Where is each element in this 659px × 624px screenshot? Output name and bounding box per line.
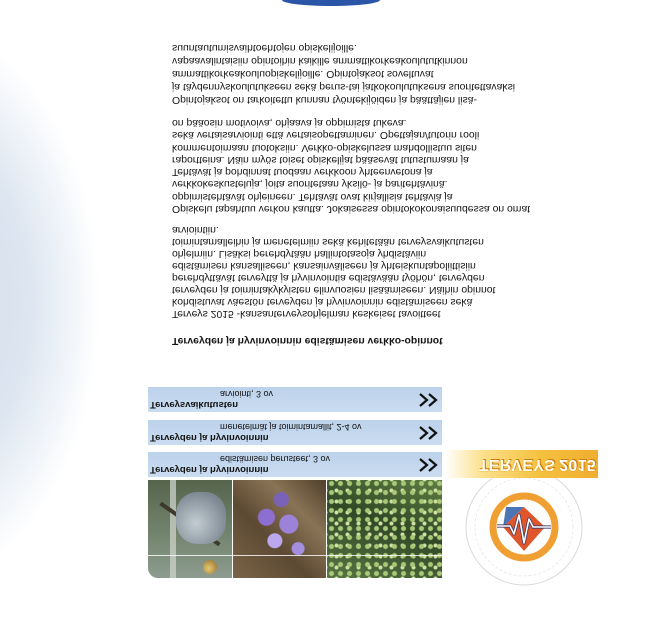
paragraph-line: suuntautumisvaihtoehtojen opiskelijoille. — [172, 42, 357, 53]
banner-year: 2015 — [559, 456, 596, 473]
course-link-perusteet[interactable] — [148, 452, 442, 477]
course-subtitle: menetelmät ja toimintamallit, 2-4 ov — [220, 422, 362, 432]
target-group-paragraph — [172, 41, 515, 106]
gardening-photo — [148, 480, 232, 578]
terveys-2015-banner — [445, 450, 598, 478]
paragraph-line: toimintamalleihin ja menetelmiin sekä kehitetään terveysvaikutusten — [172, 236, 484, 247]
paragraph-line: Opiskelu tapahtuu verkon kautta. Jokaisessa opintokokonaisuudessa on omat — [172, 203, 531, 214]
paragraph-line: verkkokeskusteluja, joita suoritetaan yksilö- ja paritehtävinä. — [172, 178, 448, 190]
blue-arc-decoration — [282, 0, 380, 6]
paragraph-line: Terveys 2015 -kansanterveysohjelman keskeiset tavoitteet — [172, 308, 441, 319]
photo-detail — [176, 492, 226, 544]
paragraph-line: Opintojaksot on tarkoitettu kunnan työntekijöiden ja päättäjien lisä- — [172, 94, 477, 105]
intro-paragraph — [172, 223, 495, 319]
double-chevron-right-icon[interactable] — [418, 458, 440, 472]
paragraph-line: sekä vertaisarviointi että vertaisopettaminen. Opettajan/tutorin rooli — [172, 129, 480, 141]
health-programme-logo-icon — [464, 467, 584, 587]
page-heading: Terveyden ja hyvinvoinnin edistämisen verkko-opinnot — [172, 335, 443, 346]
paragraph-line: vapaavalintaisiin opintoihin kaikille ammattikorkeakoulututkinnon — [172, 55, 468, 66]
course-title: Terveyden ja hyvinvoinnin — [150, 464, 269, 475]
photo-strip — [148, 480, 442, 578]
paragraph-line: Tehtävät ja pohdinnat tuodaan verkkoon yhteenvetona ja — [172, 166, 433, 178]
paragraph-line: on pääosin motivoiva, ohjaava ja oppimista tukeva. — [172, 116, 407, 128]
photo-detail — [203, 560, 217, 574]
paragraph-line: ammattikorkeakouluopiskelijoille. Opintojaksot soveltuvat — [172, 68, 434, 79]
banner-word: TERVEYS — [478, 456, 556, 473]
double-chevron-right-icon[interactable] — [418, 426, 440, 440]
paragraph-line: kohdistuvat väestön terveyden ja hyvinvoinnin edistämiseen sekä — [172, 296, 473, 307]
double-chevron-right-icon[interactable] — [418, 393, 440, 407]
course-subtitle: edistämisen perusteet, 3 ov — [220, 454, 331, 464]
course-title: Terveyden ja hyvinvoinnin — [150, 432, 269, 443]
course-link-menetelmat[interactable] — [148, 420, 442, 445]
study-method-paragraph — [172, 116, 530, 214]
photo-divider-line — [148, 555, 442, 556]
paragraph-line: terveyden ja toimintakykyisten elinvuosien lisäämiseen. Näihin opinnot — [172, 284, 496, 295]
paragraph-line: edistämisen kansalliseen, kansainväliseen ja yhteiskuntapoliittisiin — [172, 260, 476, 271]
banner-text — [479, 455, 596, 473]
paragraph-line: ohjelmiin. Lisäksi perehdytään hallintotasoja yhdistäviin — [172, 248, 427, 259]
paragraph-line: kommentoimaan tuotoksiin. Verkko-opiskelussa mahdollistuu siten — [172, 141, 477, 153]
moss-photo — [327, 480, 442, 578]
course-subtitle: arviointi, 3 ov — [220, 389, 274, 399]
course-title: Terveysvaikutusten — [150, 399, 239, 410]
flowers-photo — [233, 480, 326, 578]
paragraph-line: raportteina. Näin myös toiset opiskelijat pääsevät tutustumaan ja — [172, 153, 469, 165]
background-gradient-shape — [0, 24, 100, 584]
course-link-arviointi[interactable] — [148, 387, 442, 412]
paragraph-line: perehdyttävät terveyttä ja hyvinvointia edistävään työhön, terveyden — [172, 272, 485, 283]
paragraph-line: oppimistehtävät ohjeineen. Tehtävät ovat kirjallisia tehtäviä ja — [172, 190, 453, 202]
paragraph-line: arviointiin. — [172, 224, 219, 235]
paragraph-line: ja täydennyskoulutukseen sekä perus-tai jatkokoulutuksena suoritettavaksi — [172, 81, 516, 92]
photo-detail — [170, 480, 176, 578]
